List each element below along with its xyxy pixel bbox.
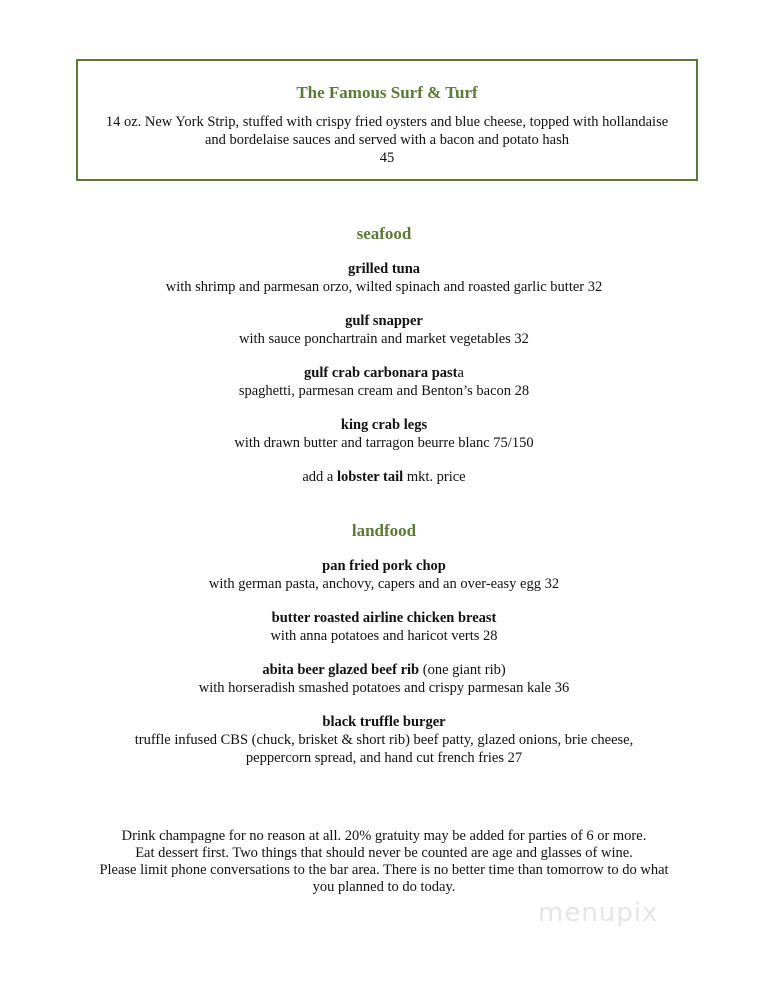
footer-line: Eat dessert first. Two things that should never be counted are age and glasses of wine. <box>135 845 633 861</box>
menu-item-name-row <box>0 661 768 679</box>
menu-item-name: pan fried pork chop <box>322 558 446 574</box>
menu-item-description: with anna potatoes and haricot verts 28 <box>270 628 498 644</box>
addon-item: lobster tail <box>337 469 404 485</box>
menu-item <box>0 312 768 348</box>
featured-dish-description <box>78 113 696 167</box>
menu-item-description: with drawn butter and tarragon beurre blanc 75/150 <box>234 435 534 451</box>
featured-dish-desc-line1: 14 oz. New York Strip, stuffed with crispy fried oysters and blue cheese, topped with hollandaise <box>105 114 669 130</box>
featured-dish-price: 45 <box>379 150 395 166</box>
menu-item-name: grilled tuna <box>347 261 421 277</box>
menu-item-description: with german pasta, anchovy, capers and an over-easy egg 32 <box>208 576 560 592</box>
seafood-section <box>0 224 768 502</box>
footer-notes <box>0 828 768 896</box>
menu-item-description: with horseradish smashed potatoes and crispy parmesan kale 36 <box>198 680 570 696</box>
menu-item-description: with shrimp and parmesan orzo, wilted spinach and roasted garlic butter 32 <box>165 279 603 295</box>
menu-item-description: spaghetti, parmesan cream and Benton’s bacon 28 <box>238 383 530 399</box>
menu-item <box>0 416 768 452</box>
menu-item <box>0 661 768 697</box>
featured-dish-desc-line2: and bordelaise sauces and served with a bacon and potato hash <box>205 132 569 148</box>
menu-item-description: truffle infused CBS (chuck, brisket & short rib) beef patty, glazed onions, brie cheese, <box>134 732 634 748</box>
menupix-watermark: menupix <box>538 898 659 928</box>
menu-item-name: abita beer glazed beef rib <box>262 662 420 678</box>
menu-item <box>0 260 768 296</box>
menu-item <box>0 609 768 645</box>
addon-prefix: add a <box>302 469 337 485</box>
addon-line <box>0 468 768 486</box>
featured-dish-box <box>76 59 698 181</box>
landfood-section <box>0 521 768 783</box>
footer-line: Drink champagne for no reason at all. 20% gratuity may be added for parties of 6 or more. <box>121 828 647 844</box>
menu-item-name: black truffle burger <box>322 714 446 730</box>
menu-item-name: king crab legs <box>340 417 428 433</box>
menu-item <box>0 713 768 767</box>
menu-item-note: (one giant rib) <box>419 662 506 678</box>
menu-item-description: with sauce ponchartrain and market vegetables 32 <box>239 331 529 347</box>
addon-price: mkt. price <box>403 469 466 485</box>
menu-item <box>0 557 768 593</box>
footer-line: you planned to do today. <box>312 879 456 895</box>
menu-item-name: gulf crab carbonara past <box>304 365 458 381</box>
menu-item <box>0 364 768 400</box>
menu-item-name: gulf snapper <box>345 313 423 329</box>
menu-item-description-line2: peppercorn spread, and hand cut french fries 27 <box>245 750 523 766</box>
featured-dish-title: The Famous Surf & Turf <box>296 83 478 102</box>
landfood-heading: landfood <box>351 521 417 540</box>
menu-item-name: butter roasted airline chicken breast <box>271 610 497 626</box>
footer-line: Please limit phone conversations to the bar area. There is no better time than tomorrow to do what <box>99 862 669 878</box>
menu-item-name-row <box>0 364 768 382</box>
menu-item-name-tail: a <box>457 365 464 381</box>
seafood-heading: seafood <box>356 224 412 243</box>
